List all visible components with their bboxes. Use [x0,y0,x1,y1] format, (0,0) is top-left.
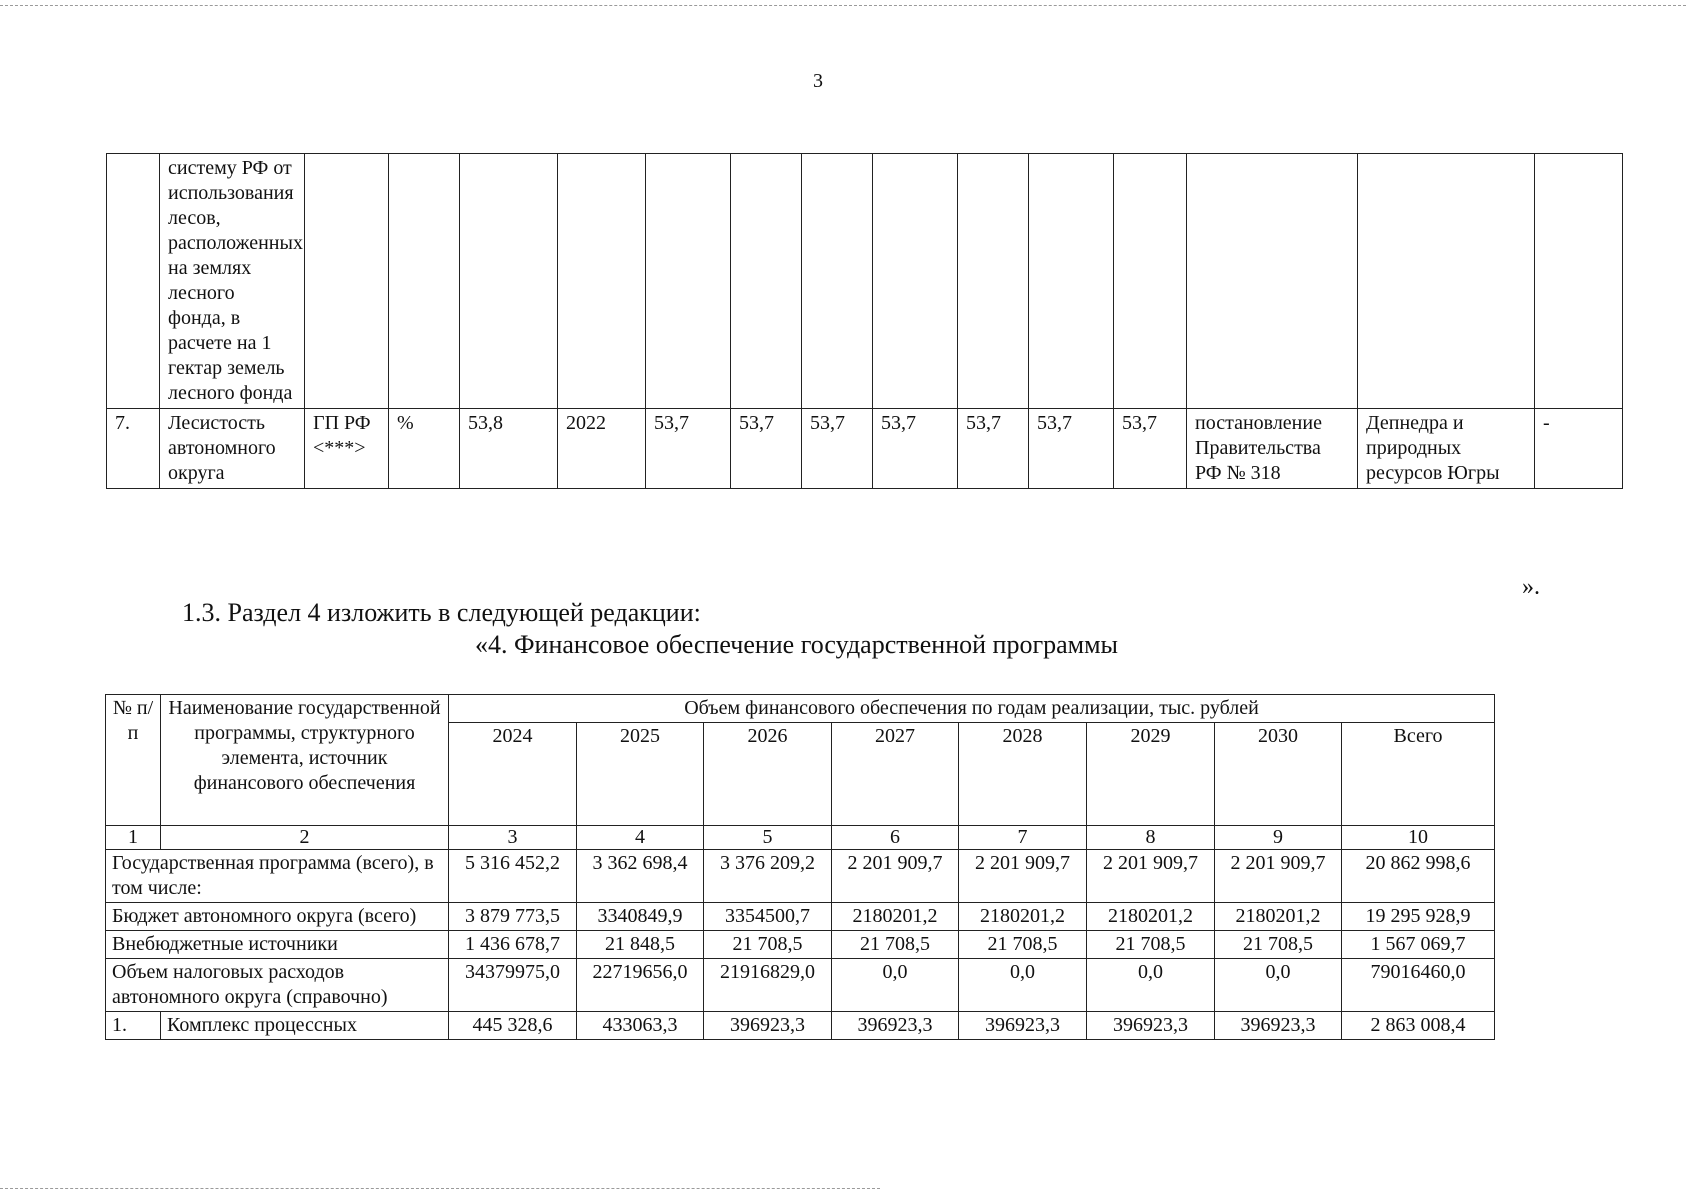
indicator-number: 7. [107,409,160,489]
financing-row-extrabudget [106,931,1495,959]
row-label: Комплекс процессных [161,1012,449,1040]
row-value: 445 328,6 [449,1012,577,1040]
row-value: 2180201,2 [1215,903,1342,931]
indicator-value: 53,7 [802,409,873,489]
indicator-responsible: Депнедра и природных ресурсов Югры [1358,409,1535,489]
column-index-row [106,826,1495,850]
scan-edge-top [0,5,1686,6]
header-num: № п/п [106,695,161,826]
indicator-row-7 [107,409,1623,489]
row-value: 34379975,0 [449,959,577,1012]
amendment-paragraph: 1.3. Раздел 4 изложить в следующей редакции: [182,598,701,627]
column-index: 2 [161,826,449,850]
row-value: 2 201 909,7 [959,850,1087,903]
row-value: 2180201,2 [1087,903,1215,931]
page-number: 3 [813,70,823,92]
row-value: 21 708,5 [1215,931,1342,959]
indicator-value: 53,7 [1114,409,1187,489]
header-year: 2024 [449,723,577,826]
row-value: 3354500,7 [704,903,832,931]
row-value: 396923,3 [832,1012,959,1040]
indicator-name-continuation: систему РФ от использования лесов, расположенных на землях лесного фонда, в расчете на 1 гектар земель лесного фонда [160,154,305,409]
row-value: 3340849,9 [577,903,704,931]
row-value: 21 708,5 [1087,931,1215,959]
header-total: Всего [1342,723,1495,826]
closing-quote: ». [1522,574,1540,600]
row-value: 21 848,5 [577,931,704,959]
row-value: 2180201,2 [832,903,959,931]
header-year: 2026 [704,723,832,826]
indicator-value: 53,7 [958,409,1029,489]
financing-row-budget [106,903,1495,931]
row-value: 396923,3 [1215,1012,1342,1040]
row-value: 396923,3 [704,1012,832,1040]
row-total: 1 567 069,7 [1342,931,1495,959]
indicator-note: - [1535,409,1623,489]
column-index: 10 [1342,826,1495,850]
row-value: 22719656,0 [577,959,704,1012]
row-value: 2180201,2 [959,903,1087,931]
indicator-continuation-row [107,154,1623,409]
financing-row-tax-expenses [106,959,1495,1012]
row-value: 3 362 698,4 [577,850,704,903]
financing-table [105,694,1495,1040]
row-label: Государственная программа (всего), в том числе: [106,850,449,903]
row-value: 2 201 909,7 [1087,850,1215,903]
header-year: 2025 [577,723,704,826]
header-year: 2030 [1215,723,1342,826]
row-value: 396923,3 [959,1012,1087,1040]
row-value: 2 201 909,7 [832,850,959,903]
column-index: 1 [106,826,161,850]
indicator-value: 53,7 [873,409,958,489]
header-name: Наименование государственной программы, структурного элемента, источник финансового обеспечения [161,695,449,826]
column-index: 8 [1087,826,1215,850]
row-number: 1. [106,1012,161,1040]
row-value: 1 436 678,7 [449,931,577,959]
row-value: 21 708,5 [704,931,832,959]
row-label: Бюджет автономного округа (всего) [106,903,449,931]
row-value: 21 708,5 [959,931,1087,959]
indicator-value: 53,7 [731,409,802,489]
financing-row-program-total [106,850,1495,903]
row-value: 21 708,5 [832,931,959,959]
column-index: 5 [704,826,832,850]
row-label: Объем налоговых расходов автономного округа (справочно) [106,959,449,1012]
scan-edge-bottom [0,1188,880,1189]
indicator-base-value: 53,8 [460,409,558,489]
indicator-document: постановление Правительства РФ № 318 [1187,409,1358,489]
row-label: Внебюджетные источники [106,931,449,959]
row-value: 0,0 [1215,959,1342,1012]
indicator-source: ГП РФ <***> [305,409,389,489]
row-value: 0,0 [959,959,1087,1012]
indicator-base-year: 2022 [558,409,646,489]
row-value: 396923,3 [1087,1012,1215,1040]
header-year: 2027 [832,723,959,826]
header-year: 2028 [959,723,1087,826]
row-value: 3 879 773,5 [449,903,577,931]
header-group: Объем финансового обеспечения по годам реализации, тыс. рублей [449,695,1495,723]
section-heading: «4. Финансовое обеспечение государственной программы [475,630,1119,659]
financing-row-process-complex [106,1012,1495,1040]
column-index: 4 [577,826,704,850]
row-value: 433063,3 [577,1012,704,1040]
column-index: 9 [1215,826,1342,850]
row-total: 19 295 928,9 [1342,903,1495,931]
column-index: 7 [959,826,1087,850]
row-total: 79016460,0 [1342,959,1495,1012]
indicator-unit: % [389,409,460,489]
row-total: 20 862 998,6 [1342,850,1495,903]
row-value: 3 376 209,2 [704,850,832,903]
financing-header-group-row [106,695,1495,723]
row-value: 21916829,0 [704,959,832,1012]
column-index: 6 [832,826,959,850]
row-value: 2 201 909,7 [1215,850,1342,903]
row-value: 5 316 452,2 [449,850,577,903]
indicator-name: Лесистость автономного округа [160,409,305,489]
indicators-table [106,153,1623,489]
indicator-value: 53,7 [646,409,731,489]
header-year: 2029 [1087,723,1215,826]
indicator-value: 53,7 [1029,409,1114,489]
row-value: 0,0 [832,959,959,1012]
row-value: 0,0 [1087,959,1215,1012]
row-total: 2 863 008,4 [1342,1012,1495,1040]
column-index: 3 [449,826,577,850]
